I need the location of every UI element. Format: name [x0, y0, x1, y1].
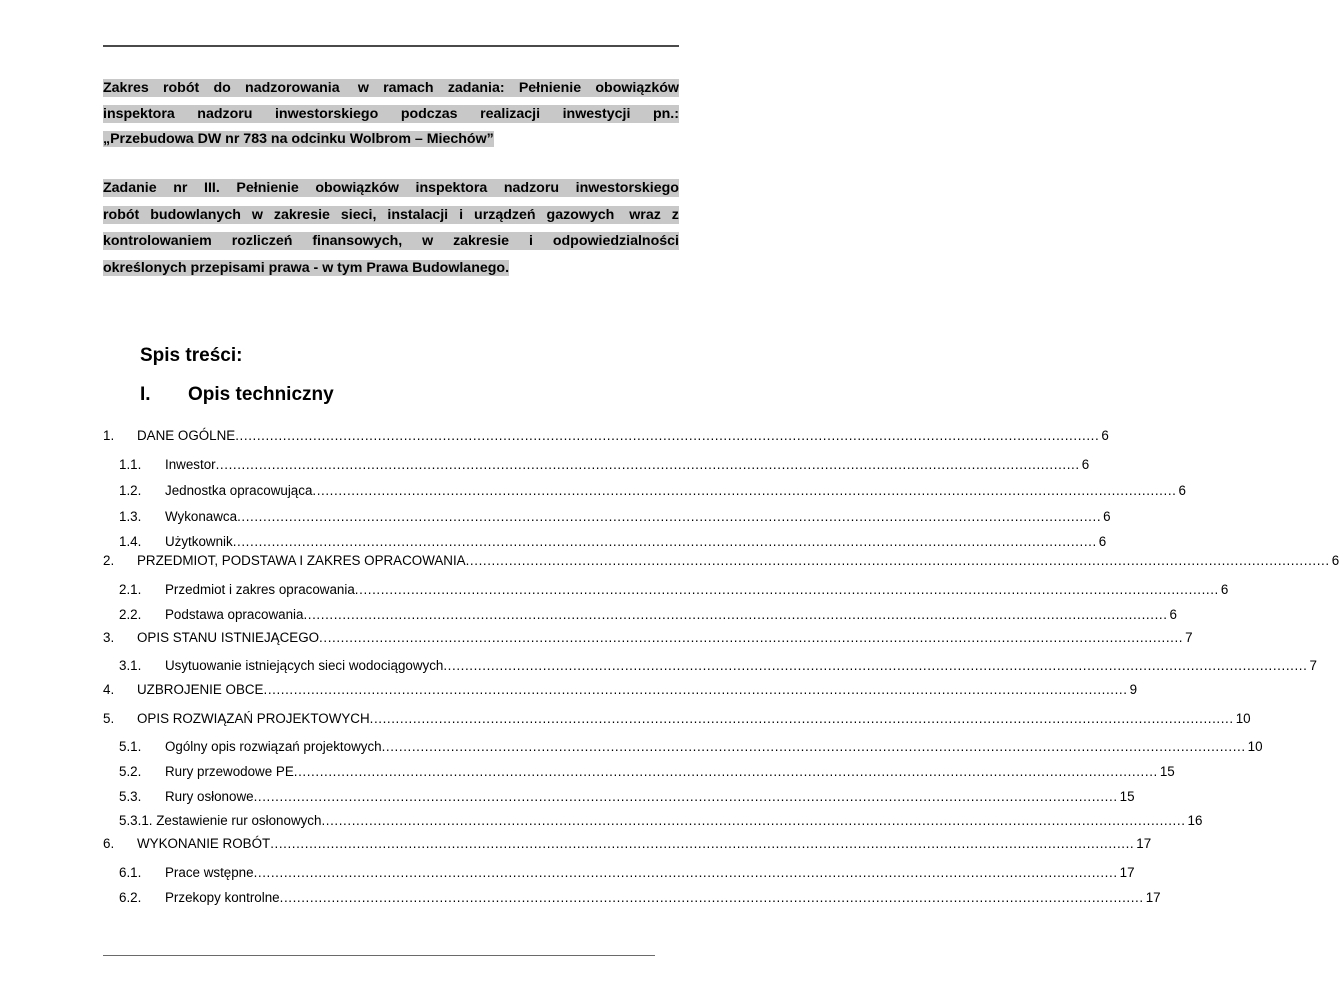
paragraph-word: inspektora	[103, 105, 175, 122]
toc-entry[interactable]	[0, 581, 1229, 599]
paragraph-word: w	[353, 80, 369, 96]
toc-leader-dots: ........................................................................................................................................................................................................	[263, 682, 1128, 697]
toc-entry-title: Podstawa opracowania	[165, 607, 304, 622]
paragraph-word: obowiązków	[315, 180, 399, 196]
paragraph-line	[103, 232, 679, 250]
toc-entry-title: Inwestor	[165, 457, 216, 472]
toc-entry-page: 6	[1220, 582, 1229, 597]
paragraph-line	[103, 130, 679, 148]
paragraph-word: z	[671, 206, 679, 223]
paragraph-word: Pełnienie	[236, 180, 299, 196]
toc-part-title: Opis techniczny	[188, 384, 334, 405]
paragraph-word: robót	[103, 206, 140, 223]
toc-leader-dots: ........................................................................................................................................................................................................	[253, 865, 1118, 880]
paragraph-word: ramach	[383, 80, 434, 96]
paragraph-word: obowiązków	[595, 80, 679, 96]
paragraph-word: i	[459, 206, 464, 223]
paragraph-word: realizacji	[480, 105, 541, 122]
paragraph-word: III.	[204, 180, 220, 196]
paragraph-word: „Przebudowa DW nr 783 na odcinku Wolbrom – Miechów”	[103, 131, 494, 147]
toc-leader-dots: ........................................................................................................................................................................................................	[303, 607, 1168, 622]
toc-entry-title: Jednostka opracowująca	[165, 483, 313, 498]
toc-entry-page: 6	[1178, 483, 1186, 498]
toc-entry-page: 6	[1331, 553, 1339, 568]
paragraph-word: Zakres	[103, 80, 149, 96]
toc-leader-dots: ........................................................................................................................................................................................................	[443, 658, 1308, 673]
paragraph-word: zadania:	[447, 80, 505, 96]
toc-entry-title: Przedmiot i zakres opracowania	[165, 582, 355, 597]
toc-entry[interactable]	[0, 629, 1193, 647]
toc-entry-number: 5.2.	[119, 764, 142, 779]
toc-entry-page: 17	[1136, 836, 1152, 851]
toc-entry-title: Ogólny opis rozwiązań projektowych	[165, 739, 382, 754]
toc-entry[interactable]	[0, 606, 1177, 624]
header-rule	[103, 45, 679, 47]
toc-entry-number: 3.1.	[119, 658, 142, 673]
toc-entry[interactable]	[0, 710, 1251, 728]
toc-entry-title: Prace wstępne	[165, 865, 254, 880]
toc-leader-dots: ........................................................................................................................................................................................................	[215, 457, 1080, 472]
paragraph-word: inwestycji	[562, 105, 631, 122]
toc-entry-number: 1.4.	[119, 534, 142, 549]
paragraph-word: wraz	[625, 206, 661, 223]
paragraph-word: kontrolowaniem	[103, 233, 212, 249]
toc-leader-dots: ........................................................................................................................................................................................................	[279, 890, 1144, 905]
toc-leader-dots: ........................................................................................................................................................................................................	[321, 813, 1186, 828]
toc-leader-dots: ........................................................................................................................................................................................................	[270, 836, 1135, 851]
toc-entry-page: 6	[1103, 509, 1111, 524]
toc-leader-dots: ........................................................................................................................................................................................................	[354, 582, 1219, 597]
paragraph-line	[103, 105, 679, 123]
paragraph-word: nadzoru	[503, 180, 560, 196]
paragraph-word: Zadanie	[103, 180, 157, 196]
toc-entry[interactable]	[0, 482, 1186, 500]
paragraph-word: zakresie	[453, 233, 510, 249]
toc-entry-number: 5.	[103, 711, 115, 726]
paragraph-line	[103, 259, 679, 277]
toc-entry-title: Rury przewodowe PE	[165, 764, 294, 779]
toc-entry-page: 6	[1098, 534, 1107, 549]
paragraph-word: określonych przepisami prawa - w tym Prawa Budowlanego.	[103, 259, 510, 276]
toc-entry-number: 2.	[103, 553, 115, 568]
toc-entry-number: 6.1.	[119, 865, 142, 880]
toc-entry[interactable]	[0, 738, 1263, 756]
toc-part-number: I.	[140, 384, 151, 405]
toc-entry[interactable]	[0, 889, 1161, 907]
toc-entry-page: 6	[1101, 428, 1109, 443]
footer-rule	[103, 955, 655, 956]
paragraph-word: nr	[173, 180, 188, 196]
toc-entry-title: OPIS ROZWIĄZAŃ PROJEKTOWYCH	[137, 711, 370, 726]
toc-entry-number: 2.2.	[119, 607, 142, 622]
toc-entry[interactable]	[0, 835, 1152, 853]
toc-leader-dots: ........................................................................................................................................................................................................	[253, 789, 1118, 804]
paragraph-word: nadzoru	[197, 105, 253, 122]
toc-entry[interactable]	[0, 508, 1111, 526]
paragraph-word: i	[528, 233, 533, 249]
paragraph-word: do	[213, 80, 231, 96]
paragraph-word: finansowych,	[312, 233, 403, 249]
toc-entry[interactable]	[0, 533, 1107, 551]
toc-entry-title: Rury osłonowe	[165, 789, 254, 804]
toc-entry-page: 16	[1187, 813, 1203, 828]
paragraph-word: inwestorskiego	[575, 180, 679, 196]
toc-entry[interactable]	[0, 681, 1138, 699]
toc-leader-dots: ........................................................................................................................................................................................................	[465, 553, 1330, 568]
toc-leader-dots: ........................................................................................................................................................................................................	[237, 509, 1102, 524]
toc-entry-page: 6	[1169, 607, 1177, 622]
paragraph-word: Pełnienie	[518, 80, 582, 96]
toc-entry-page: 6	[1081, 457, 1090, 472]
toc-entry[interactable]	[0, 456, 1090, 474]
paragraph-word: sieci,	[340, 206, 377, 223]
toc-entry-number: 1.2.	[119, 483, 142, 498]
paragraph-word: robót	[162, 80, 200, 96]
toc-entry-page: 9	[1129, 682, 1138, 697]
toc-entry-page: 15	[1159, 764, 1175, 779]
toc-entry[interactable]	[0, 864, 1135, 882]
paragraph-word: w	[251, 206, 263, 223]
toc-entry-number: 6.	[103, 836, 115, 851]
toc-entry[interactable]	[0, 763, 1175, 781]
toc-entry-number: 1.1.	[119, 457, 142, 472]
toc-entry-number: 3.	[103, 630, 115, 645]
toc-entry[interactable]	[0, 657, 1317, 675]
toc-entry-title: Użytkownik	[165, 534, 233, 549]
paragraph-line	[103, 79, 679, 97]
toc-entry-page: 10	[1247, 739, 1263, 754]
toc-entry[interactable]	[0, 812, 1203, 830]
toc-leader-dots: ........................................................................................................................................................................................................	[369, 711, 1234, 726]
paragraph-word: rozliczeń	[231, 233, 293, 249]
paragraph-line	[103, 179, 679, 197]
toc-entry-title: UZBROJENIE OBCE	[137, 682, 264, 697]
paragraph-word: instalacji	[387, 206, 449, 223]
paragraph-word: pn.:	[652, 105, 679, 122]
toc-entry-number: 2.1.	[119, 582, 142, 597]
toc-leader-dots: ........................................................................................................................................................................................................	[319, 630, 1184, 645]
toc-entry[interactable]	[0, 788, 1135, 806]
paragraph-line	[103, 206, 679, 224]
toc-leader-dots: ........................................................................................................................................................................................................	[381, 739, 1246, 754]
toc-entry-number: 1.	[103, 428, 115, 443]
toc-entry-title: 5.3.1. Zestawienie rur osłonowych	[119, 813, 322, 828]
toc-leader-dots: ........................................................................................................................................................................................................	[235, 428, 1100, 443]
toc-leader-dots: ........................................................................................................................................................................................................	[232, 534, 1097, 549]
toc-entry-page: 7	[1185, 630, 1193, 645]
paragraph-word: inwestorskiego	[274, 105, 379, 122]
toc-entry-page: 17	[1145, 890, 1161, 905]
toc-entry-title: Usytuowanie istniejących sieci wodociągowych	[165, 658, 444, 673]
toc-entry-title: WYKONANIE ROBÓT	[137, 836, 271, 851]
toc-leader-dots: ........................................................................................................................................................................................................	[293, 764, 1158, 779]
toc-entry-title: DANE OGÓLNE	[137, 428, 236, 443]
paragraph-word: odpowiedzialności	[552, 233, 679, 249]
paragraph-word: budowlanych	[150, 206, 241, 223]
toc-entry-number: 4.	[103, 682, 115, 697]
toc-entry-page: 7	[1309, 658, 1317, 673]
toc-heading: Spis treści:	[140, 345, 243, 366]
toc-entry-page: 10	[1235, 711, 1251, 726]
toc-entry-page: 17	[1119, 865, 1135, 880]
paragraph-word: nadzorowania	[245, 80, 340, 96]
paragraph-word: podczas	[400, 105, 458, 122]
paragraph-word: gazowych	[546, 206, 615, 223]
toc-entry-number: 1.3.	[119, 509, 142, 524]
paragraph-word: zakresie	[273, 206, 330, 223]
toc-entry-number: 5.3.	[119, 789, 142, 804]
toc-entry[interactable]	[0, 552, 1339, 570]
toc-entry-title: Przekopy kontrolne	[165, 890, 280, 905]
paragraph-word: inspektora	[415, 180, 488, 196]
toc-entry-title: Wykonawca	[165, 509, 238, 524]
toc-entry-number: 6.2.	[119, 890, 142, 905]
toc-entry[interactable]	[0, 427, 1109, 445]
toc-entry-page: 15	[1119, 789, 1135, 804]
toc-leader-dots: ........................................................................................................................................................................................................	[312, 483, 1177, 498]
paragraph-word: w	[422, 233, 434, 249]
toc-entry-number: 5.1.	[119, 739, 142, 754]
toc-entry-title: OPIS STANU ISTNIEJĄCEGO	[137, 630, 320, 645]
toc-entry-title: PRZEDMIOT, PODSTAWA I ZAKRES OPRACOWANIA	[137, 553, 466, 568]
paragraph-word: urządzeń	[474, 206, 536, 223]
